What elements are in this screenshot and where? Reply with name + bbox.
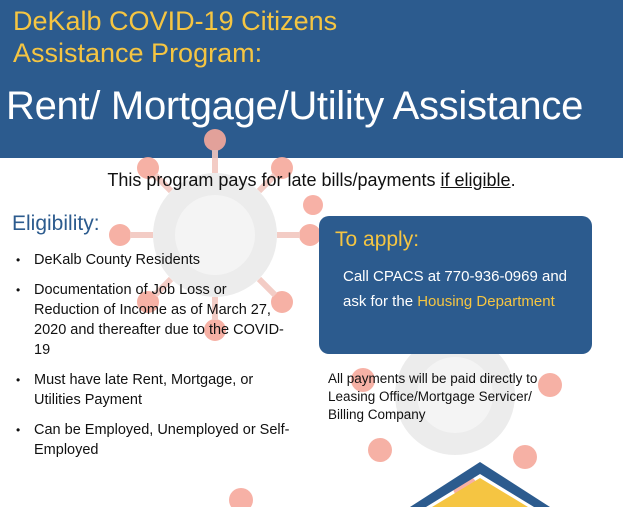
housing-department-highlight: Housing Department	[417, 293, 555, 310]
intro-text	[0, 170, 623, 191]
apply-instructions	[343, 264, 583, 314]
list-item: • DeKalb County Residents	[14, 250, 294, 270]
apply-call-text: Call CPACS at 770-936-0969 and ask for the	[343, 268, 568, 310]
intro-eligible-underline: if eligible	[440, 170, 511, 190]
payment-note: All payments will be paid directly to Leasing Office/Mortgage Servicer/ Billing Company	[328, 371, 538, 422]
list-item: • Must have late Rent, Mortgage, or Utilities Payment	[14, 370, 294, 410]
program-title-line1: DeKalb COVID-19 Citizens	[13, 6, 338, 36]
eligibility-heading: Eligibility:	[12, 212, 100, 235]
intro-text-start: This program pays for late bills/payments	[107, 170, 441, 190]
apply-heading: To apply:	[335, 228, 420, 251]
intro-text-end: .	[510, 170, 516, 190]
list-item: • Documentation of Job Loss or Reduction of Income as of March 27, 2020 and thereafter due to the COVID-19	[14, 280, 294, 360]
list-item: • Can be Employed, Unemployed or Self-Employed	[14, 420, 294, 460]
house-icon	[410, 462, 550, 507]
program-title-line2: Assistance Program:	[13, 38, 263, 68]
apply-box	[319, 216, 592, 354]
eligibility-list	[14, 250, 294, 470]
main-title: Rent/ Mortgage/Utility Assistance	[6, 84, 584, 128]
